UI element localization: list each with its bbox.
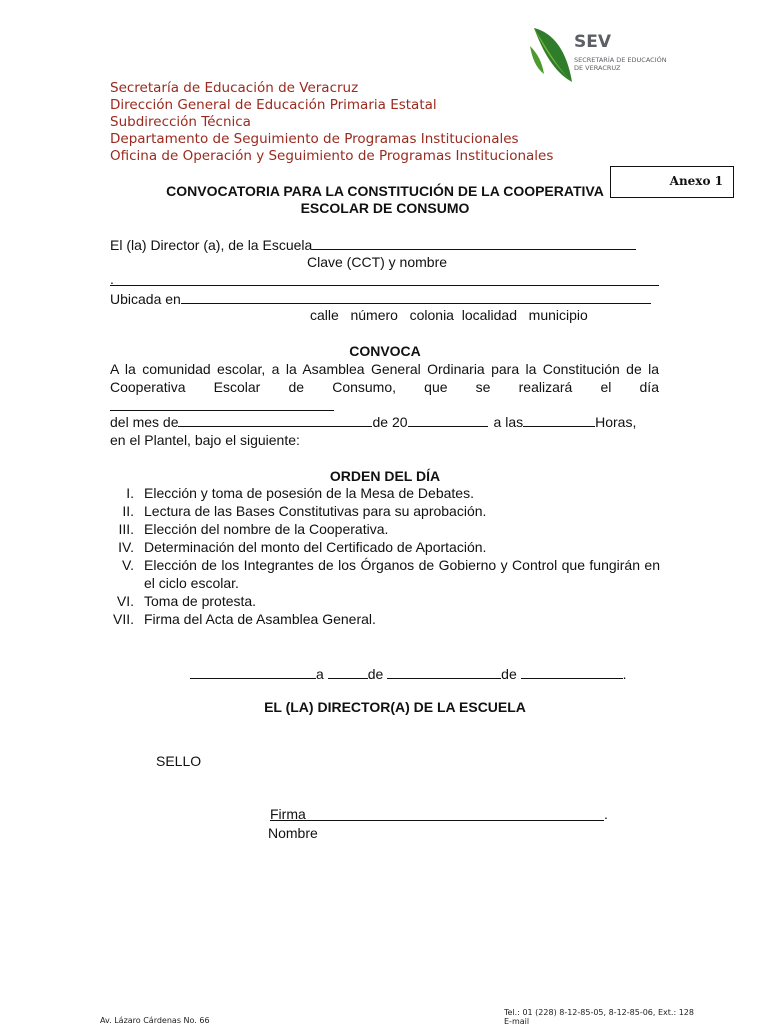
footer-email: E-mail <box>504 1017 530 1026</box>
item-text: Firma del Acta de Asamblea General. <box>144 611 376 627</box>
item-text: Elección de los Integrantes de los Órganos de Gobierno y Control que fungirán en el ciclo escolar. <box>144 557 660 591</box>
document-title <box>110 183 660 217</box>
item-number: V. <box>122 557 134 573</box>
day-field[interactable] <box>110 410 334 411</box>
month-date-field[interactable] <box>387 665 501 679</box>
title-line-2: ESCOLAR DE CONSUMO <box>300 200 470 216</box>
firma-end: . <box>604 806 608 822</box>
annex-label: Anexo 1 <box>669 174 723 188</box>
header-line: Secretaría de Educación de Veracruz <box>110 80 359 96</box>
title-line-1: CONVOCATORIA PARA LA CONSTITUCIÓN DE LA COOPERATIVA <box>166 183 604 199</box>
header-line: Dirección General de Educación Primaria Estatal <box>110 97 437 113</box>
footer-address-text: Av. Lázaro Cárdenas No. 66 <box>100 1016 210 1025</box>
sello-label: SELLO <box>156 753 202 769</box>
item-text: Determinación del monto del Certificado de Aportación. <box>144 539 487 555</box>
institution-header <box>110 80 553 165</box>
nombre-label: Nombre <box>268 825 318 841</box>
firma-row <box>270 806 610 823</box>
item-number: VI. <box>116 593 134 609</box>
date-de-1: de <box>367 666 384 682</box>
director-heading: EL (LA) DIRECTOR(A) DE LA ESCUELA <box>264 699 526 715</box>
orden-heading: ORDEN DEL DÍA <box>329 468 441 484</box>
year-field[interactable] <box>408 413 488 427</box>
clave-dot: . <box>110 271 114 287</box>
plantel-text: en el Plantel, bajo el siguiente: <box>110 432 300 448</box>
director-label: El (la) Director (a), de la Escuela <box>110 237 313 253</box>
date-a: a <box>316 666 324 682</box>
date-de-2: de <box>501 666 517 682</box>
item-number: I. <box>126 485 134 501</box>
leaf-logo-icon <box>528 24 576 86</box>
convoca-paragraph: A la comunidad escolar, a la Asamblea General Ordinaria para la Constitución de la Cooperativa Escolar de Consumo, que se realizará el día <box>110 361 659 395</box>
address-parts-label: calle número colonia localidad municipio <box>310 307 588 323</box>
logo-subtitle-1: SECRETARÍA DE EDUCACIÓN <box>574 56 667 64</box>
item-text: Lectura de las Bases Constitutivas para su aprobación. <box>144 503 487 519</box>
place-field[interactable] <box>190 665 316 679</box>
horas-label: Horas, <box>595 414 637 430</box>
mes-row <box>110 413 660 431</box>
year-date-field[interactable] <box>521 665 623 679</box>
annex-box <box>610 166 734 198</box>
day-date-field[interactable] <box>328 665 368 679</box>
item-text: Toma de protesta. <box>144 593 257 609</box>
footer-phone: Tel.: 01 (228) 8-12-85-05, 8-12-85-06, Ext.: 128 <box>504 1008 694 1017</box>
clave-label: Clave (CCT) y nombre <box>307 254 448 270</box>
date-end: . <box>622 666 627 682</box>
month-field[interactable] <box>178 413 372 427</box>
convoca-heading: CONVOCA <box>349 343 421 359</box>
header-line: Departamento de Seguimiento de Programas Institucionales <box>110 131 519 147</box>
item-text: Elección del nombre de la Cooperativa. <box>144 521 389 537</box>
header-line: Oficina de Operación y Seguimiento de Programas Institucionales <box>110 148 554 164</box>
hour-field[interactable] <box>523 413 595 427</box>
signature-field[interactable] <box>270 820 604 821</box>
footer-contact <box>504 1008 694 1026</box>
school-field[interactable] <box>312 236 636 250</box>
ubicada-row <box>110 290 660 308</box>
item-number: IV. <box>118 539 134 555</box>
address-field[interactable] <box>181 290 651 304</box>
clave-field[interactable] <box>110 285 659 286</box>
mes-label: del mes de <box>110 414 179 430</box>
logo-title: SEV <box>574 32 612 52</box>
item-number: VII. <box>112 611 134 627</box>
list-item <box>108 557 660 593</box>
item-text: Elección y toma de posesión de la Mesa de Debates. <box>144 485 474 501</box>
item-number: II. <box>122 503 134 519</box>
sev-logo <box>528 24 688 88</box>
clave-row <box>110 271 660 288</box>
item-number: III. <box>118 521 134 537</box>
header-line: Subdirección Técnica <box>110 114 251 130</box>
logo-subtitle-2: DE VERACRUZ <box>574 64 621 72</box>
date-row <box>190 665 660 683</box>
firma-label: Firma <box>270 806 306 822</box>
director-school-row <box>110 236 660 254</box>
hour-label: a las <box>493 414 524 430</box>
ubicada-label: Ubicada en <box>110 291 181 307</box>
year-prefix: de 20 <box>372 414 408 430</box>
